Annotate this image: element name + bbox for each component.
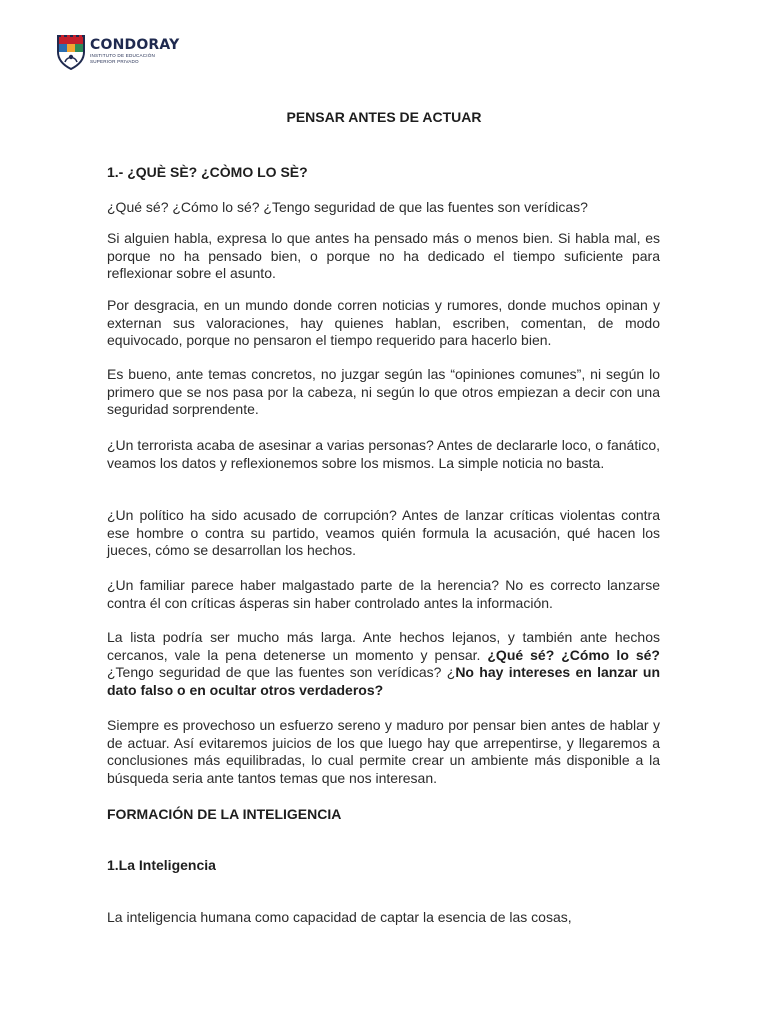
paragraph-text: ¿Tengo seguridad de que las fuentes son verídicas? ¿: [107, 664, 456, 681]
logo-text: [90, 38, 179, 63]
institution-logo: [56, 32, 179, 70]
paragraph: La inteligencia humana como capacidad de captar la esencia de las cosas,: [107, 909, 572, 925]
paragraph: Siempre es provechoso un esfuerzo sereno y maduro por pensar bien antes de hablar y de actuar. Así evitaremos juicios de los que luego hay que arrepentirse, y llegaremos a conclusiones más equilibradas, lo cual permite crear un ambiente más disponible a la búsqueda seria ante tantos temas que nos interesan.: [107, 717, 660, 786]
subsection-heading: 1.La Inteligencia: [107, 857, 216, 873]
emphasis-text: No hay intereses en lanzar un dato falso o en ocultar otros verdaderos?: [107, 664, 661, 698]
logo-name: CONDORAY: [90, 37, 180, 54]
paragraph-with-emphasis: [107, 629, 660, 699]
paragraph: ¿Un familiar parece haber malgastado parte de la herencia? No es correcto lanzarse contra él con críticas ásperas sin haber controlado antes la información.: [107, 577, 660, 611]
paragraph: Por desgracia, en un mundo donde corren noticias y rumores, donde muchos opinan y externan sus valoraciones, hay quienes hablan, escriben, comentan, de modo equivocado, porque no pensaron el tiempo requerido para hacerlo bien.: [107, 297, 660, 349]
logo-subtitle-line-1: INSTITUTO DE EDUCACIÓN: [90, 53, 156, 59]
paragraph: Si alguien habla, expresa lo que antes ha pensado más o menos bien. Si habla mal, es porque no ha pensado bien, o porque no ha dedicado el tiempo suficiente para reflexionar sobre el asunto.: [107, 230, 660, 282]
document-title: PENSAR ANTES DE ACTUAR: [286, 109, 482, 125]
section-heading: 1.- ¿QUÈ SÈ? ¿CÒMO LO SÈ?: [107, 164, 308, 180]
paragraph-text: La lista podría ser mucho más larga. Ante hechos lejanos, y también ante hechos cercanos, vale la pena detenerse un momento y pensar.: [107, 629, 660, 663]
shield-logo-icon: [56, 32, 86, 70]
section-heading: FORMACIÓN DE LA INTELIGENCIA: [107, 806, 342, 822]
paragraph: ¿Un político ha sido acusado de corrupción? Antes de lanzar críticas violentas contra ese hombre o contra su partido, veamos quién formula la acusación, qué hacen los jueces, cómo se desarrollan los hechos.: [107, 507, 660, 559]
paragraph: Es bueno, ante temas concretos, no juzgar según las “opiniones comunes”, ni según lo primero que se nos pasa por la cabeza, ni según lo que otros empiezan a decir con una seguridad sorprendente.: [107, 366, 660, 418]
paragraph: ¿Qué sé? ¿Cómo lo sé? ¿Tengo seguridad de que las fuentes son verídicas?: [107, 199, 588, 215]
logo-subtitle-line-2: SUPERIOR PRIVADO: [90, 58, 139, 64]
paragraph: ¿Un terrorista acaba de asesinar a varias personas? Antes de declararle loco, o fanático, veamos los datos y reflexionemos sobre los mismos. La simple noticia no basta.: [107, 437, 660, 471]
emphasis-text: ¿Qué sé? ¿Cómo lo sé?: [487, 646, 660, 663]
